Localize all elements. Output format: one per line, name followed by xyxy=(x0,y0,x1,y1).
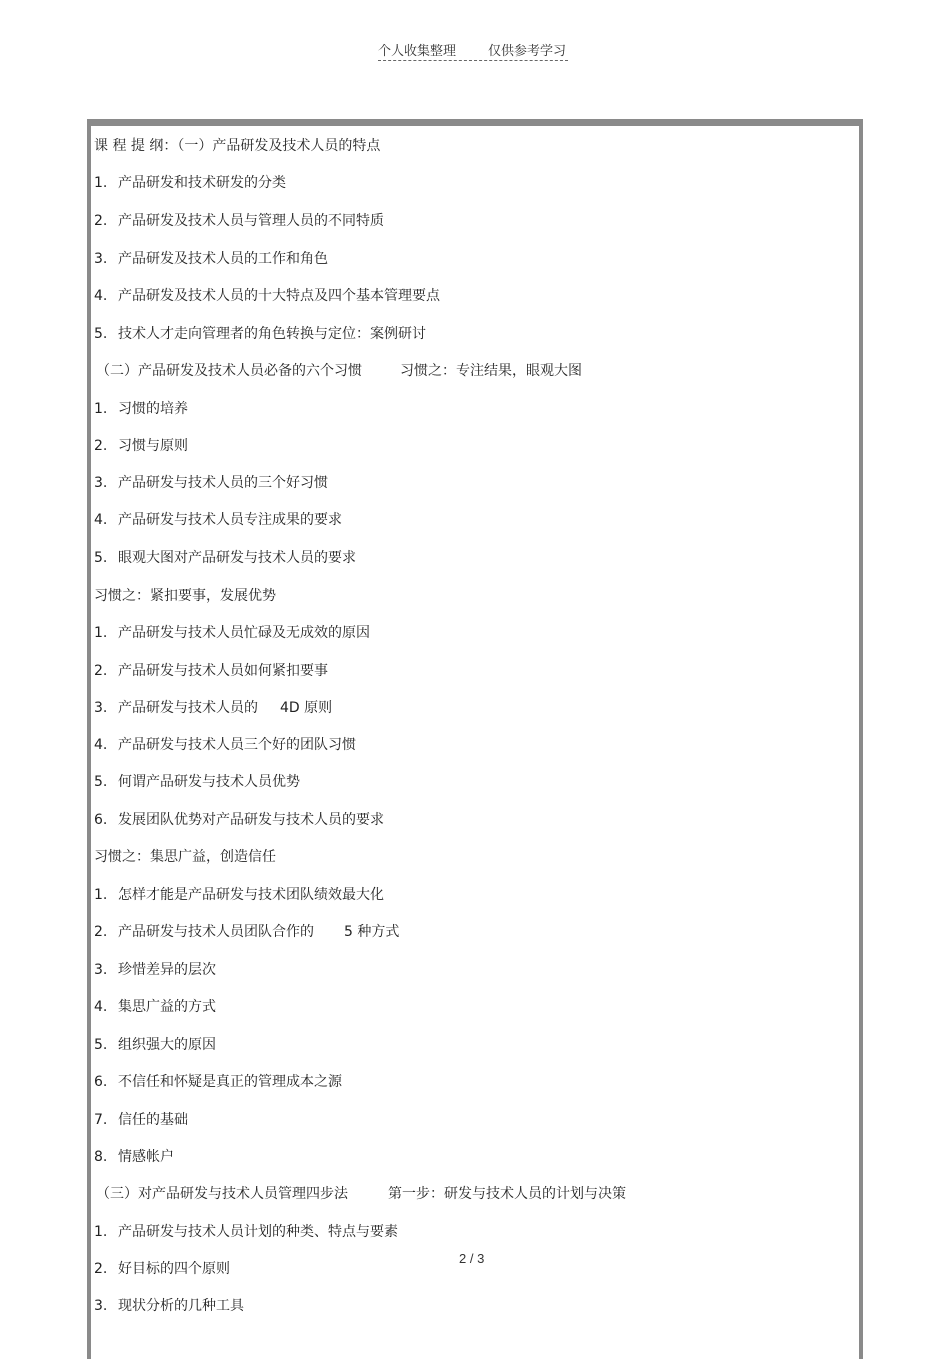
line-text: 4D 原则 xyxy=(280,700,333,716)
outline-line xyxy=(94,173,286,193)
line-text: 5 种方式 xyxy=(344,924,400,940)
line-text: 好目标的四个原则 xyxy=(118,1261,230,1277)
line-text: 产品研发及技术人员的十大特点及四个基本管理要点 xyxy=(118,288,440,304)
item-number: 6. xyxy=(94,1074,108,1090)
item-number: 4. xyxy=(94,288,108,304)
item-number: 1. xyxy=(94,887,108,903)
line-text: 产品研发与技术人员忙碌及无成效的原因 xyxy=(118,625,370,641)
outline-line xyxy=(94,661,328,681)
line-text: 现状分析的几种工具 xyxy=(118,1298,244,1314)
item-number: 2. xyxy=(94,213,108,229)
line-text: 集思广益的方式 xyxy=(118,999,216,1015)
outline-line xyxy=(96,1184,626,1204)
outline-line xyxy=(94,286,440,306)
outline-line xyxy=(94,1222,398,1242)
item-number: 3. xyxy=(94,1298,108,1314)
item-number: 3. xyxy=(94,962,108,978)
outline-line xyxy=(94,399,188,419)
line-text: 产品研发与技术人员如何紧扣要事 xyxy=(118,663,328,679)
outline-line xyxy=(94,960,216,980)
item-number: 7. xyxy=(94,1112,108,1128)
line-text: 情感帐户 xyxy=(118,1149,174,1165)
line-text: 习惯之：集思广益，创造信任 xyxy=(94,849,276,865)
line-text: （二）产品研发及技术人员必备的六个习惯 xyxy=(96,363,362,379)
outline-line xyxy=(94,810,384,830)
item-number: 4. xyxy=(94,737,108,753)
line-text: 技术人才走向管理者的角色转换与定位：案例研讨 xyxy=(118,326,426,342)
outline-line xyxy=(94,211,384,231)
line-text: 信任的基础 xyxy=(118,1112,188,1128)
line-text: 产品研发与技术人员计划的种类、特点与要素 xyxy=(118,1224,398,1240)
item-number: 3. xyxy=(94,475,108,491)
outline-line xyxy=(94,922,399,942)
outline-line xyxy=(94,249,328,269)
outline-line xyxy=(94,847,276,867)
page-number: 2 / 3 xyxy=(459,1251,485,1266)
item-number: 3. xyxy=(94,700,108,716)
outline-line xyxy=(96,361,582,381)
item-number: 2. xyxy=(94,1261,108,1277)
outline-line xyxy=(94,1110,188,1130)
item-number: 2. xyxy=(94,663,108,679)
line-text: 产品研发及技术人员与管理人员的不同特质 xyxy=(118,213,384,229)
item-number: 1. xyxy=(94,1224,108,1240)
line-text: 习惯的培养 xyxy=(118,401,188,417)
item-number: 6. xyxy=(94,812,108,828)
line-text: 产品研发与技术人员团队合作的 xyxy=(118,924,314,940)
outline-line xyxy=(94,586,276,606)
line-text: 产品研发与技术人员的 xyxy=(118,700,258,716)
outline-line xyxy=(94,885,384,905)
line-text: 产品研发及技术人员的工作和角色 xyxy=(118,251,328,267)
line-text: 第一步：研发与技术人员的计划与决策 xyxy=(388,1186,626,1202)
outline-line xyxy=(94,548,356,568)
item-number: 5. xyxy=(94,326,108,342)
item-number: 1. xyxy=(94,625,108,641)
line-text: 眼观大图对产品研发与技术人员的要求 xyxy=(118,550,356,566)
outline-line xyxy=(94,735,356,755)
item-number: 2. xyxy=(94,924,108,940)
item-number: 5. xyxy=(94,774,108,790)
item-number: 5. xyxy=(94,550,108,566)
line-text: （三）对产品研发与技术人员管理四步法 xyxy=(96,1186,348,1202)
outline-line xyxy=(94,698,332,718)
header-right-text: 仅供参考学习 xyxy=(488,44,567,59)
line-text: 习惯与原则 xyxy=(118,438,188,454)
item-number: 2. xyxy=(94,438,108,454)
line-text: 产品研发与技术人员三个好的团队习惯 xyxy=(118,737,356,753)
line-text: 习惯之：紧扣要事，发展优势 xyxy=(94,588,276,604)
page-header xyxy=(378,40,568,61)
outline-line xyxy=(94,997,216,1017)
item-number: 1. xyxy=(94,401,108,417)
line-text: 习惯之：专注结果，眼观大图 xyxy=(400,363,582,379)
item-number: 4. xyxy=(94,999,108,1015)
item-number: 8. xyxy=(94,1149,108,1165)
item-number: 5. xyxy=(94,1037,108,1053)
line-text: 珍惜差异的层次 xyxy=(118,962,216,978)
header-left-text: 个人收集整理 xyxy=(378,44,457,59)
line-text: 课 程 提 纲：（一）产品研发及技术人员的特点 xyxy=(94,138,381,154)
outline-line xyxy=(94,623,370,643)
line-text: 发展团队优势对产品研发与技术人员的要求 xyxy=(118,812,384,828)
line-text: 组织强大的原因 xyxy=(118,1037,216,1053)
line-text: 产品研发与技术人员专注成果的要求 xyxy=(118,512,342,528)
line-text: 怎样才能是产品研发与技术团队绩效最大化 xyxy=(118,887,384,903)
item-number: 1. xyxy=(94,175,108,191)
outline-line xyxy=(94,1296,244,1316)
item-number: 4. xyxy=(94,512,108,528)
outline-line xyxy=(94,510,342,530)
outline-line xyxy=(94,136,380,156)
outline-line xyxy=(94,1035,216,1055)
line-text: 不信任和怀疑是真正的管理成本之源 xyxy=(118,1074,342,1090)
line-text: 产品研发与技术人员的三个好习惯 xyxy=(118,475,328,491)
line-text: 何谓产品研发与技术人员优势 xyxy=(118,774,300,790)
outline-line xyxy=(94,1259,230,1279)
outline-line xyxy=(94,1147,174,1167)
outline-line xyxy=(94,1072,342,1092)
item-number: 3. xyxy=(94,251,108,267)
outline-line xyxy=(94,324,426,344)
outline-line xyxy=(94,473,328,493)
line-text: 产品研发和技术研发的分类 xyxy=(118,175,286,191)
outline-line xyxy=(94,436,188,456)
outline-line xyxy=(94,772,300,792)
